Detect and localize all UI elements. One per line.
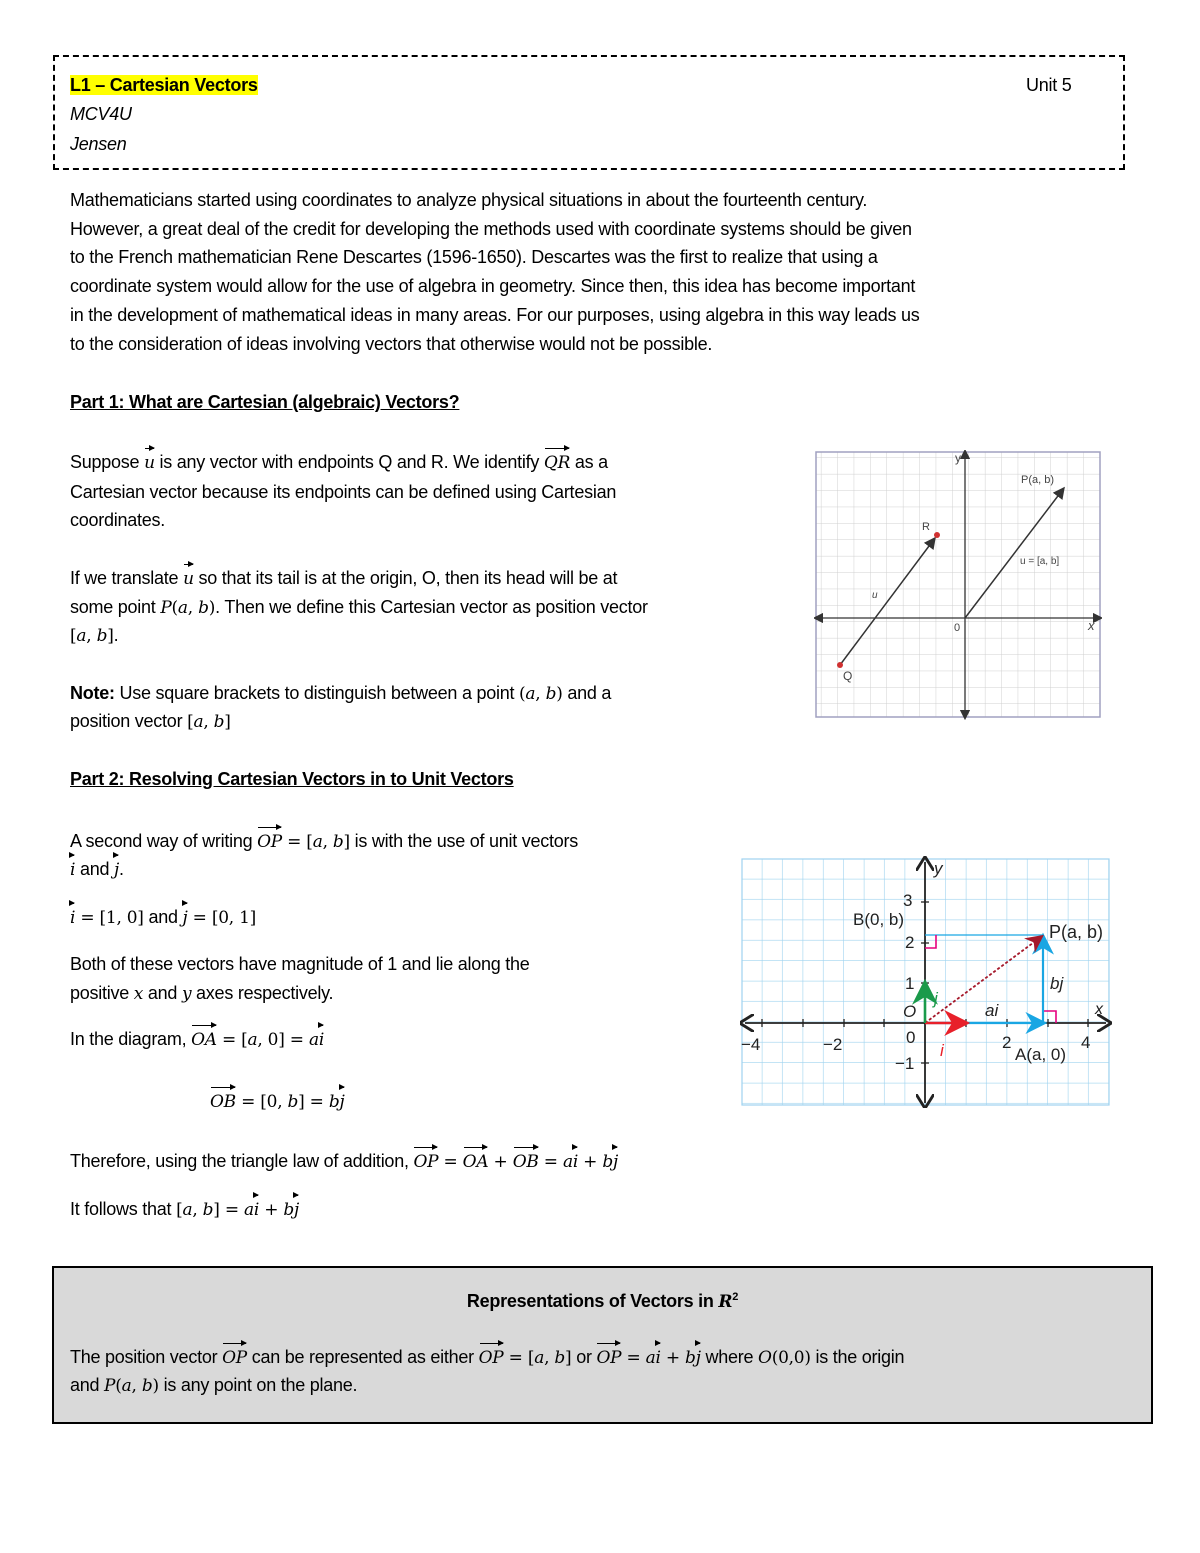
math-text: + — [578, 1152, 603, 1172]
text: some point — [70, 597, 161, 617]
math-text: ( — [519, 684, 526, 704]
math-variable: b — [287, 1092, 299, 1112]
math-text: + — [488, 1152, 513, 1172]
text: can be represented as either — [246, 1347, 479, 1367]
i-label: i — [940, 1041, 944, 1060]
unit-vector-diagram — [740, 856, 1112, 1108]
svg-text:−1: −1 — [895, 1054, 915, 1073]
math-variable: P — [160, 598, 172, 618]
point-p-label: P(a, b) — [1049, 922, 1104, 942]
text: is any vector with endpoints Q and R. We identify — [154, 452, 544, 472]
u-equation-label: u = [a, b] — [1020, 556, 1060, 567]
math-variable: a — [76, 626, 87, 646]
math-variable: a — [525, 684, 536, 704]
text: and — [143, 907, 183, 927]
text: Cartesian vector because its endpoints can be defined using Cartesian — [70, 482, 617, 502]
y-axis-label: y — [955, 451, 961, 465]
math-text: ] — [107, 626, 114, 646]
math-text: ( — [115, 1376, 122, 1396]
unit-label: Unit 5 — [1026, 75, 1072, 95]
math-variable: P — [104, 1376, 116, 1396]
math-variable: y — [181, 984, 192, 1004]
vector-symbol: OP — [413, 1148, 438, 1176]
math-variable: O — [758, 1348, 772, 1368]
math-text: , — [187, 598, 199, 618]
text: A second way of writing — [70, 831, 258, 851]
part2-line — [70, 1147, 618, 1176]
text: in the development of mathematical ideas in many areas. For our purposes, using algebra in this way leads us — [70, 305, 920, 325]
math-text: [ — [176, 1200, 183, 1220]
text: position vector — [70, 711, 188, 731]
math-text: = — [621, 1348, 646, 1368]
vector-symbol: j — [294, 1196, 299, 1224]
vector-symbol: i — [254, 1196, 259, 1224]
math-variable: a — [312, 832, 323, 852]
summary-line — [70, 1371, 357, 1400]
part2-line — [70, 827, 578, 856]
text: or — [571, 1347, 597, 1367]
text: In the diagram, — [70, 1029, 192, 1049]
x-axis-label: x — [1095, 1001, 1103, 1018]
bold-text: Note: — [70, 683, 115, 703]
part2-line — [70, 979, 333, 1008]
math-text: (0,0) — [771, 1348, 811, 1368]
text: is with the use of unit vectors — [349, 831, 579, 851]
math-text: + — [259, 1200, 284, 1220]
part2-line — [70, 903, 256, 932]
vector-symbol: i — [70, 856, 75, 884]
text: Therefore, using the triangle law of addition, — [70, 1151, 414, 1171]
text: and — [143, 983, 182, 1003]
math-text: , — [535, 684, 546, 704]
vector-symbol: OA — [463, 1148, 489, 1176]
part1-line — [70, 448, 608, 477]
math-text: ] — [343, 832, 350, 852]
point-q — [837, 662, 843, 668]
math-variable: b — [545, 684, 557, 704]
origin-label: 0 — [954, 622, 961, 634]
svg-text:−2: −2 — [823, 1035, 843, 1054]
part1-line — [70, 478, 616, 506]
math-variable: b — [332, 832, 344, 852]
math-text: = [0, 1] — [187, 908, 257, 928]
vector-symbol: OP — [479, 1344, 504, 1372]
p-label: P(a, b) — [1021, 474, 1055, 486]
text: and — [70, 1375, 105, 1395]
vector-symbol: i — [656, 1344, 661, 1372]
text: . Then we define this Cartesian vector as position vector — [215, 597, 648, 617]
vector-symbol: OA — [191, 1026, 217, 1054]
intro-line — [70, 186, 867, 214]
svg-text:2: 2 — [1002, 1033, 1012, 1052]
math-variable: b — [283, 1200, 295, 1220]
text: is any point on the plane. — [158, 1375, 358, 1395]
math-text: ] = — [213, 1200, 244, 1220]
part2-heading: Part 2: Resolving Cartesian Vectors in to Unit Vectors — [70, 769, 514, 789]
part1-line — [70, 506, 165, 534]
text: Suppose — [70, 452, 145, 472]
part2-line — [70, 1195, 299, 1224]
intro-line — [70, 215, 912, 243]
math-text: = — [538, 1152, 563, 1172]
math-variable: b — [198, 598, 209, 618]
course-code: MCV4U — [70, 104, 132, 124]
math-variable: a — [177, 598, 188, 618]
math-text: , — [544, 1348, 555, 1368]
summary-line — [70, 1343, 904, 1372]
vector-symbol: OP — [222, 1344, 247, 1372]
text: However, a great deal of the credit for developing the methods used with coordinate systems should be given — [70, 219, 912, 239]
svg-text:3: 3 — [903, 891, 913, 910]
math-text: , — [203, 712, 214, 732]
text: positive — [70, 983, 134, 1003]
vector-symbol: i — [70, 904, 75, 932]
text: axes respectively. — [191, 983, 334, 1003]
vector-symbol: OP — [596, 1344, 621, 1372]
ai-label: ai — [985, 1001, 999, 1020]
point-r — [934, 532, 940, 538]
math-variable: b — [328, 1092, 340, 1112]
y-axis-label: y — [934, 859, 943, 878]
text: and — [75, 859, 114, 879]
math-text: = [ — [282, 832, 313, 852]
point-b-label: B(0, b) — [853, 910, 905, 929]
text: The position vector — [70, 1347, 223, 1367]
math-variable: a — [243, 1200, 254, 1220]
vector-symbol: OB — [210, 1088, 236, 1116]
text: Both of these vectors have magnitude of 1 and lie along the — [70, 954, 530, 974]
math-text: ] — [565, 1348, 572, 1368]
svg-text:4: 4 — [1081, 1033, 1091, 1052]
part1-heading: Part 1: What are Cartesian (algebraic) Vectors? — [70, 392, 460, 412]
vector-symbol: u — [144, 449, 155, 477]
math-text: + — [660, 1348, 686, 1368]
math-variable: b — [202, 1200, 214, 1220]
text: where — [700, 1347, 758, 1367]
text: Use square brackets to distinguish between a point — [114, 683, 519, 703]
math-text: , 0] = — [257, 1030, 309, 1050]
vector-symbol: j — [696, 1344, 701, 1372]
math-variable: b — [554, 1348, 566, 1368]
math-variable: a — [645, 1348, 656, 1368]
math-text: = [ — [216, 1030, 248, 1050]
bj-label: bj — [1050, 974, 1064, 993]
math-variable: b — [96, 626, 108, 646]
math-variable: a — [121, 1376, 132, 1396]
text: so that its tail is at the origin, O, then its head will be at — [193, 568, 618, 588]
intro-line — [70, 330, 712, 358]
math-text: ) — [208, 598, 216, 618]
j-label: j — [934, 989, 938, 1008]
math-variable: a — [562, 1152, 573, 1172]
vector-symbol: j — [613, 1148, 618, 1176]
part2-line — [70, 950, 530, 978]
math-variable: a — [247, 1030, 258, 1050]
text: is the origin — [810, 1347, 905, 1367]
math-text: , — [192, 1200, 203, 1220]
math-text: = [1, 0] — [75, 908, 144, 928]
part1-line — [70, 621, 118, 650]
text: coordinates. — [70, 510, 166, 530]
math-text: , — [322, 832, 333, 852]
part1-line — [70, 593, 648, 622]
math-text: ( — [171, 598, 178, 618]
math-text: = [0, — [235, 1092, 288, 1112]
math-text: [ — [187, 712, 194, 732]
teacher-name: Jensen — [70, 134, 127, 154]
x-axis-label: x — [1088, 618, 1095, 633]
text: to the French mathematician Rene Descartes (1596-1650). Descartes was the first to realize that using a — [70, 247, 878, 267]
r-label: R — [922, 521, 930, 533]
part2-line — [70, 855, 124, 884]
math-variable: b — [685, 1348, 696, 1368]
part2-line — [210, 1087, 345, 1116]
u-label: u — [872, 590, 878, 601]
math-text: ] = — [298, 1092, 329, 1112]
intro-line — [70, 301, 919, 329]
part1-line — [70, 564, 617, 593]
math-text: , — [131, 1376, 142, 1396]
math-text: = — [438, 1152, 463, 1172]
text: to the consideration of ideas involving vectors that otherwise would not be possible. — [70, 334, 713, 354]
note-line — [70, 679, 611, 708]
math-text: ] — [224, 712, 231, 732]
vector-symbol: OB — [513, 1148, 539, 1176]
vector-symbol: j — [183, 904, 188, 932]
text: as a — [570, 452, 608, 472]
intro-line — [70, 272, 915, 300]
math-variable: a — [182, 1200, 193, 1220]
math-text: , — [86, 626, 97, 646]
q-label: Q — [843, 669, 853, 683]
grid — [816, 452, 1100, 717]
part2-line — [70, 1025, 324, 1054]
text: . — [119, 859, 124, 879]
math-variable: x — [133, 984, 144, 1004]
cartesian-vector-diagram — [814, 450, 1102, 720]
math-variable: a — [534, 1348, 545, 1368]
math-variable: b — [141, 1376, 153, 1396]
vector-symbol: i — [573, 1148, 578, 1176]
vector-symbol: j — [339, 1088, 344, 1116]
text: Mathematicians started using coordinates to analyze physical situations in about the fourteenth century. — [70, 190, 868, 210]
svg-text:1: 1 — [905, 974, 915, 993]
vector-symbol: OP — [257, 828, 282, 856]
math-text: ) — [556, 684, 563, 704]
text: If we translate — [70, 568, 184, 588]
math-text: = [ — [503, 1348, 535, 1368]
document-title: L1 – Cartesian Vectors — [70, 75, 258, 95]
math-variable: b — [602, 1152, 613, 1172]
text: and a — [562, 683, 612, 703]
math-variable: a — [308, 1030, 319, 1050]
text: It follows that — [70, 1199, 177, 1219]
vector-symbol: u — [183, 565, 194, 593]
vector-symbol: QR — [544, 449, 570, 477]
summary-title: Representations of Vectors in $R^2$ — [466, 1291, 739, 1312]
origin-label: O — [903, 1002, 917, 1021]
vector-symbol: i — [319, 1026, 324, 1054]
point-a-label: A(a, 0) — [1015, 1045, 1067, 1064]
text: coordinate system would allow for the use of algebra in geometry. Since then, this idea has become important — [70, 276, 916, 296]
svg-text:0: 0 — [906, 1028, 916, 1047]
text: . — [113, 625, 119, 645]
svg-text:−4: −4 — [741, 1035, 761, 1054]
math-variable: b — [213, 712, 225, 732]
math-text: ) — [152, 1376, 159, 1396]
math-variable: a — [193, 712, 204, 732]
svg-text:2: 2 — [905, 933, 915, 952]
math-text: [ — [70, 626, 77, 646]
vector-symbol: j — [114, 856, 119, 884]
note-line — [70, 707, 231, 736]
intro-line — [70, 243, 878, 271]
